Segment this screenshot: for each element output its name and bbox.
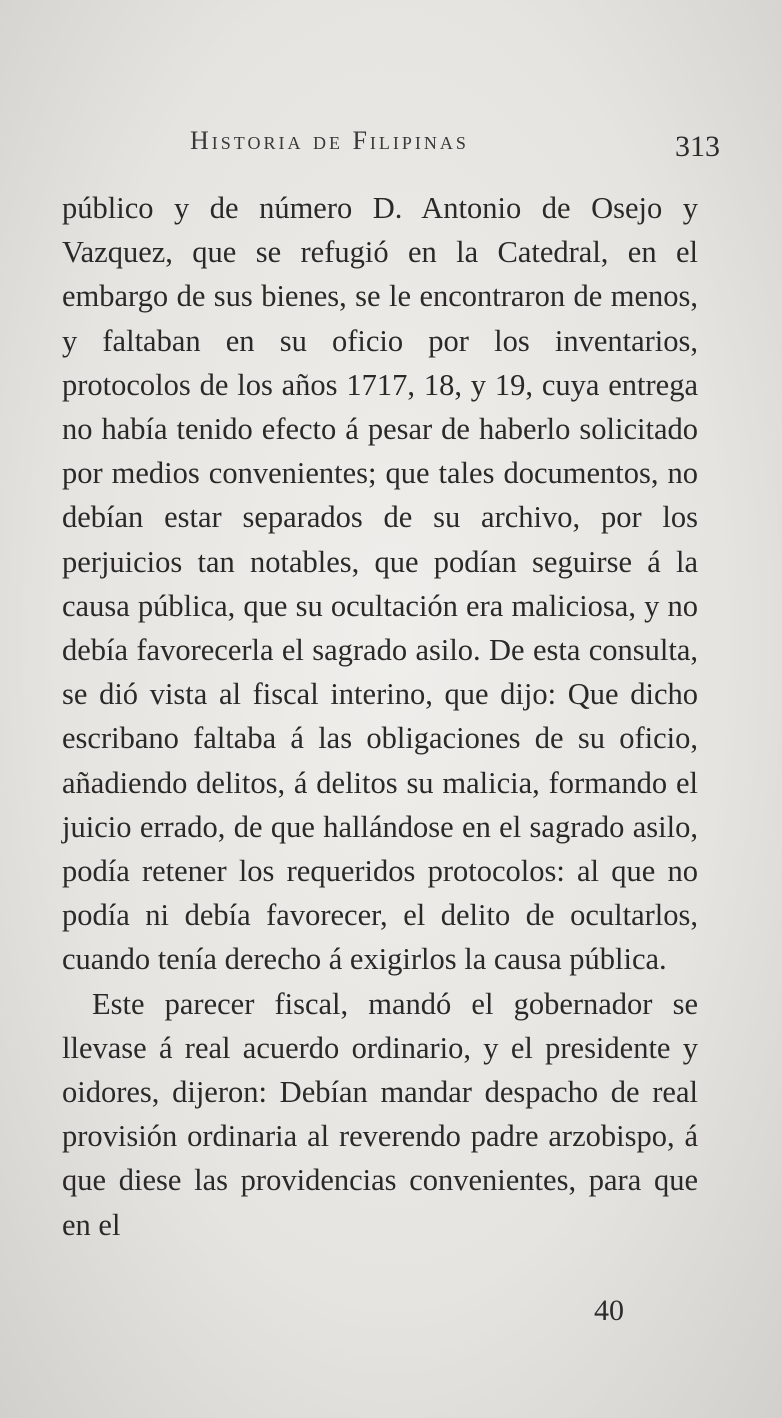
page-number: 313	[675, 130, 720, 163]
page-header	[190, 126, 720, 166]
paragraph-1: público y de número D. Antonio de Osejo y Vazquez, que se refugió en la Catedral, en el embargo de sus bienes, se le encontraron de menos, y faltaban en su oficio por los inventarios, protocolos de los años 1717, 18, y 19, cuya entrega no había tenido efecto á pesar de haberlo solicitado por medios convenientes; que tales documentos, no debían estar separados de su archivo, por los perjuicios tan notables, que podían seguirse á la causa pública, que su ocultación era maliciosa, y no debía favorecerla el sagrado asilo. De esta consulta, se dió vista al fiscal interino, que dijo: Que dicho escribano faltaba á las obligaciones de su oficio, añadiendo delitos, á delitos su malicia, formando el juicio errado, de que hallándose en el sagrado asilo, podía retener los requeridos protocolos: al que no podía ni debía favorecer, el delito de ocultarlos, cuando tenía derecho á exigirlos la causa pública.	[62, 191, 698, 977]
running-title: Historia de Filipinas	[190, 126, 469, 155]
signature-mark: 40	[594, 1294, 624, 1327]
body-text	[62, 186, 698, 1247]
paragraph-2: Este parecer fiscal, mandó el gobernador se llevase á real acuerdo ordinario, y el presidente y oidores, dijeron: Debían mandar despacho de real provisión ordinaria al reverendo padre arzobispo, á que diese las providencias convenientes, para que en el	[62, 986, 698, 1242]
